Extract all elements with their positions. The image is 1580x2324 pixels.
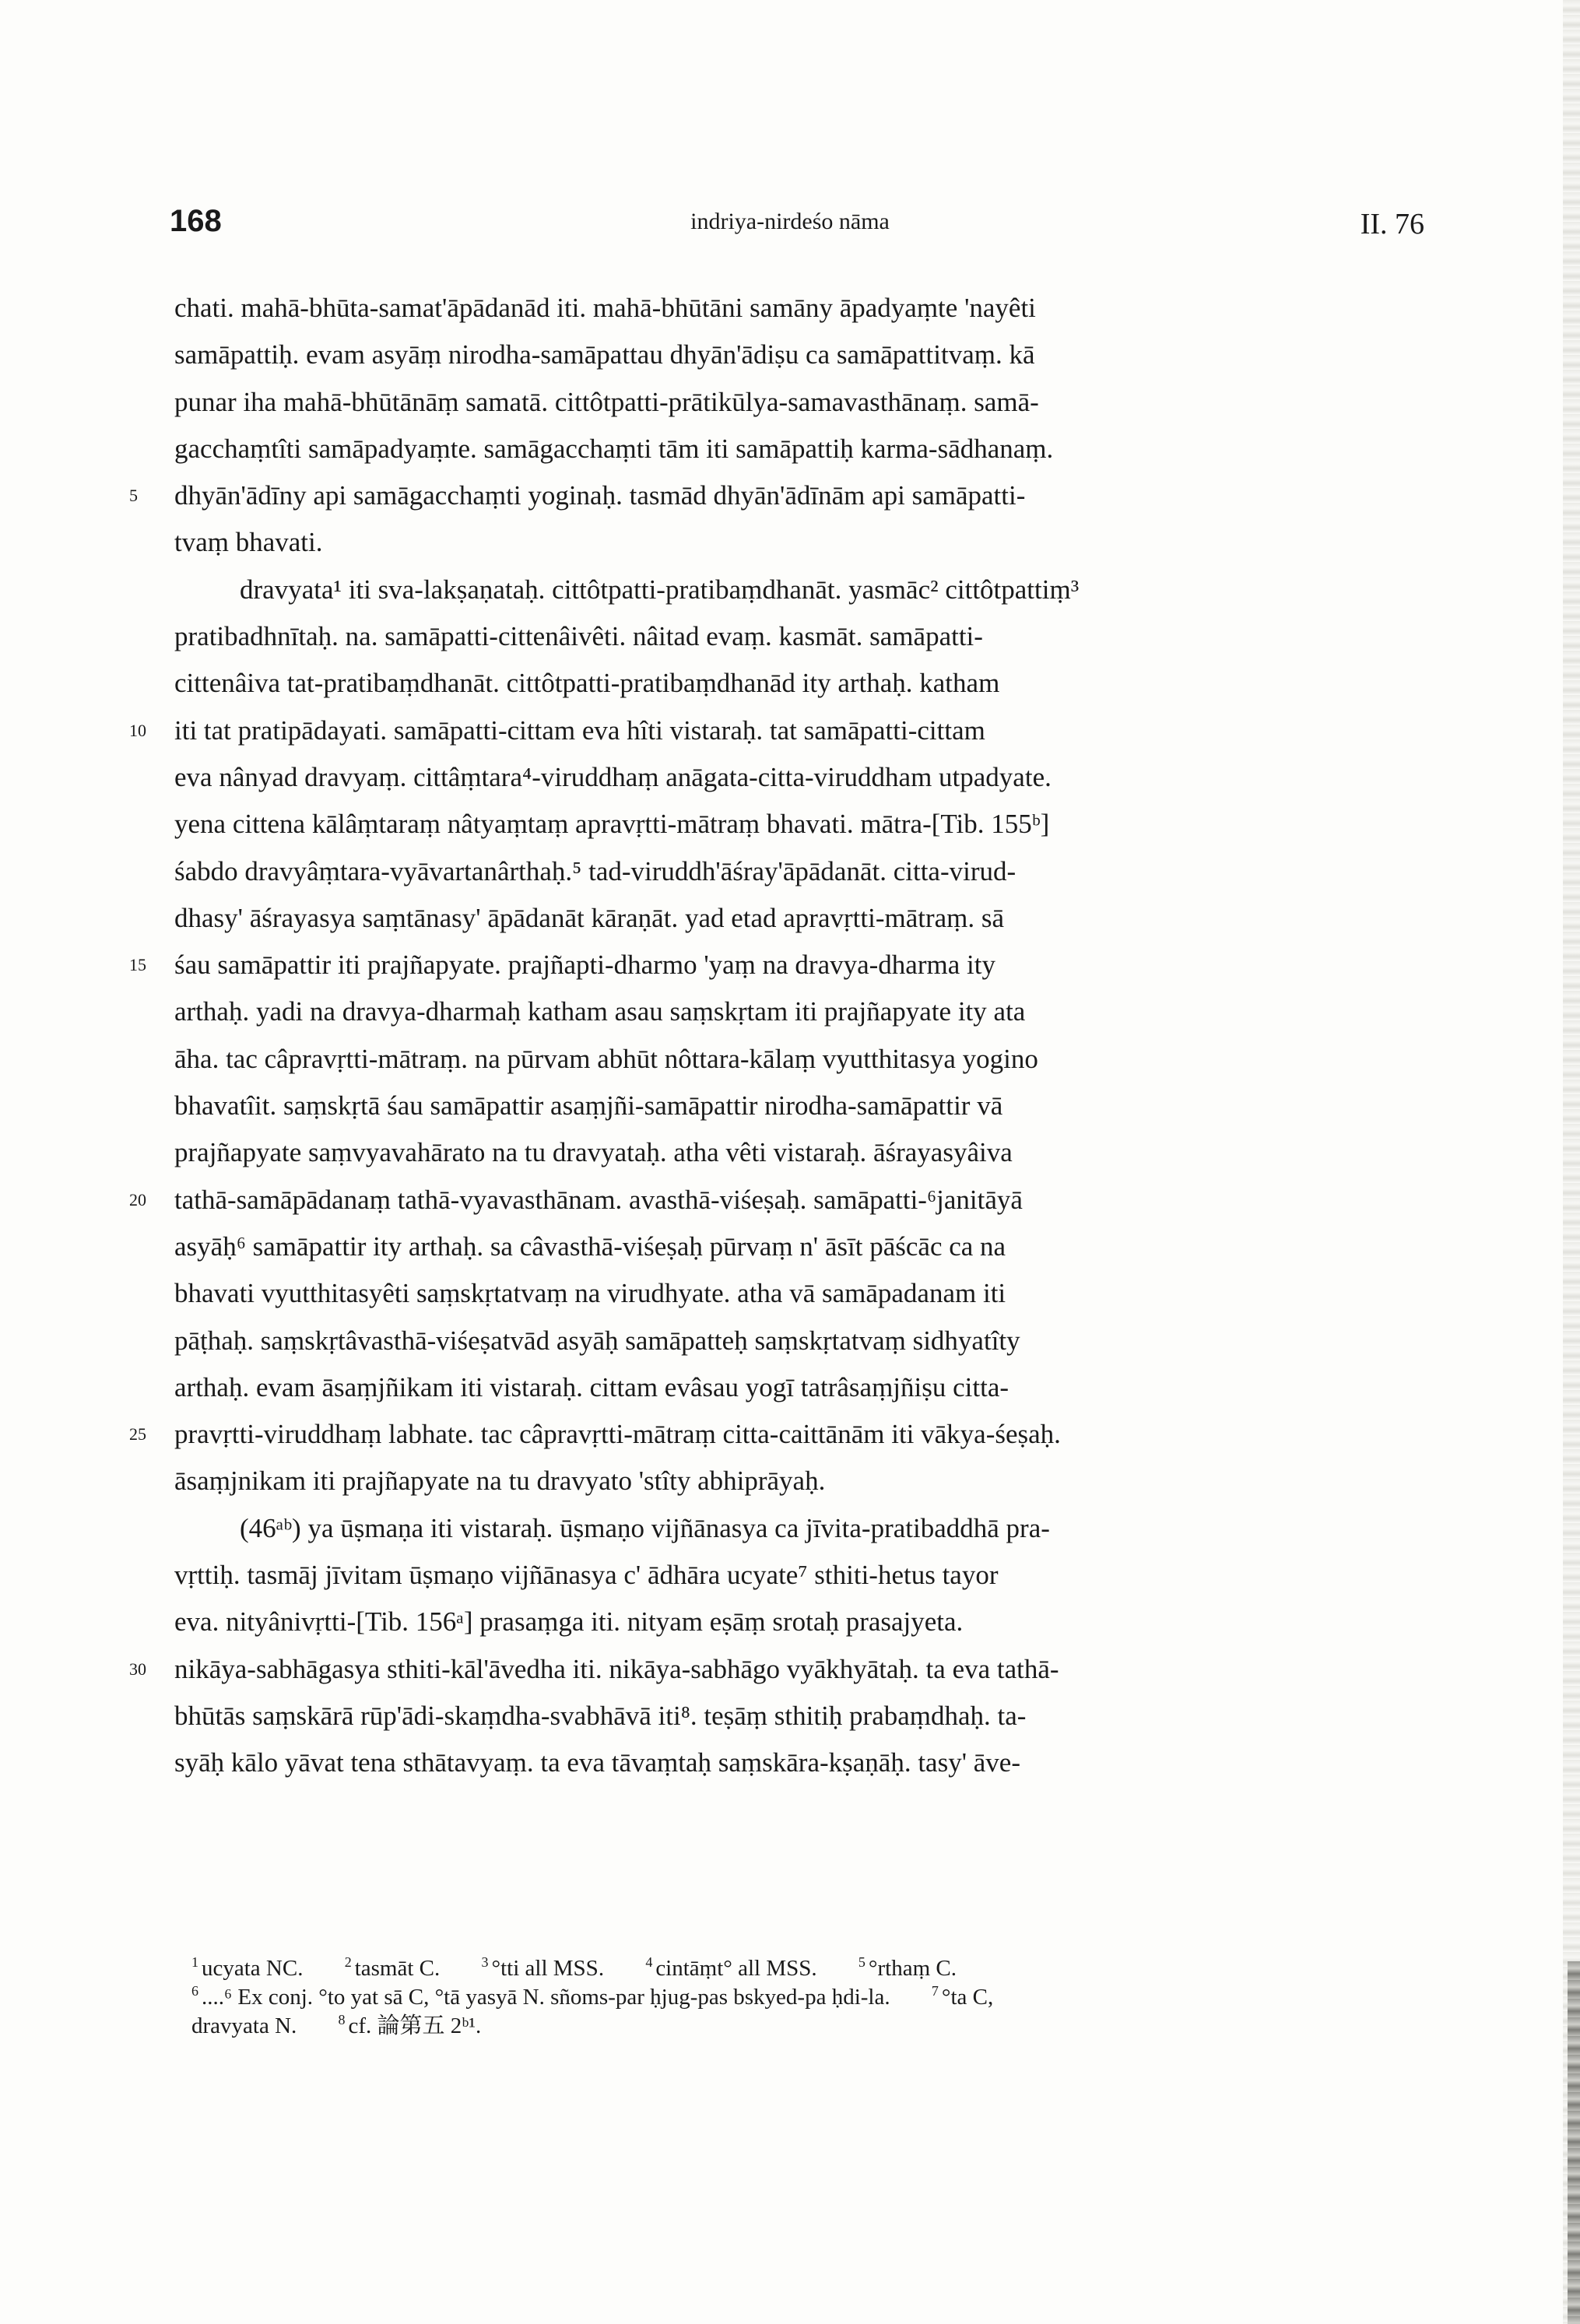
line-number: 15: [129, 955, 146, 975]
text-line: [174, 801, 1427, 848]
line-text: arthaḥ. evam āsaṃjñikam iti vistaraḥ. cittam evâsau yogī tatrâsaṃjñiṣu citta-: [174, 1371, 1009, 1402]
text-line: [174, 1364, 1427, 1411]
line-text: chati. mahā-bhūta-samat'āpādanād iti. mahā-bhūtāni samāny āpadyaṃte 'nayêti: [174, 293, 1036, 323]
line-text: eva nânyad dravyaṃ. cittâṃtara⁴-viruddhaṃ anāgata-citta-viruddham utpadyate.: [174, 761, 1052, 792]
line-text: vṛttiḥ. tasmāj jīvitam ūṣmaṇo vijñānasya c' ādhāra ucyate⁷ sthiti-hetus tayor: [174, 1560, 999, 1591]
line-number: 20: [129, 1189, 146, 1209]
footnote-line: [191, 1977, 1359, 2010]
footnote-text: °rthaṃ C.: [868, 1955, 957, 1981]
text-line: [174, 660, 1427, 707]
page-number: 168: [170, 204, 222, 238]
line-text: iti tat pratipādayati. samāpatti-cittam eva hîti vistaraḥ. tat samāpatti-cittam: [174, 714, 985, 746]
footnote: [339, 2013, 482, 2038]
footnote-number: 8: [338, 2012, 346, 2027]
main-text: [129, 285, 1427, 1787]
line-text: bhavati vyutthitasyêti saṃskṛtatvaṃ na virudhyate. atha vā samāpadanam iti: [174, 1278, 1006, 1309]
scan-edge-shadow: [1568, 1961, 1580, 2324]
text-line: [174, 379, 1427, 426]
text-line: [174, 1552, 1427, 1599]
text-line: [174, 1599, 1427, 1645]
footnote-line: [191, 2006, 1359, 2038]
line-number: 25: [129, 1424, 146, 1445]
text-line: [129, 1411, 1427, 1458]
text-line: [174, 1458, 1427, 1504]
text-line: [174, 1083, 1427, 1129]
text-line: [174, 848, 1427, 895]
footnote-continuation: dravyata N.: [191, 2013, 297, 2038]
line-text: bhūtās saṃskārā rūp'ādi-skaṃdha-svabhāvā iti⁸. teṣāṃ sthitiḥ prabaṃdhaḥ. ta-: [174, 1700, 1027, 1731]
footnote-line: [191, 1948, 1359, 1981]
line-text: dravyata¹ iti sva-lakṣaṇataḥ. cittôtpatti-pratibaṃdhanāt. yasmāc² cittôtpattiṃ³: [240, 574, 1080, 605]
footnote-number: 4: [645, 1954, 653, 1970]
text-line: [129, 1177, 1427, 1223]
line-number: 10: [129, 720, 146, 740]
line-text: prajñapyate saṃvyavahārato na tu dravyataḥ. atha vêti vistaraḥ. āśrayasyâiva: [174, 1137, 1013, 1168]
text-line: [174, 567, 1427, 613]
footnote-number: 1: [191, 1954, 198, 1970]
footnote: [932, 1985, 993, 2010]
text-line: [129, 472, 1427, 519]
text-line: [174, 519, 1427, 566]
text-line: [129, 1646, 1427, 1693]
footnote-text: ....⁶ Ex conj. °to yat sā C, °tā yasyā N. sñoms-par ḥjug-pas bskyed-pa ḥdi-la.: [202, 1984, 890, 2010]
text-line: [174, 1036, 1427, 1083]
footnote-text: °tti all MSS.: [491, 1955, 605, 1981]
line-text: pravṛtti-viruddhaṃ labhate. tac câpravṛtti-mātraṃ citta-caittānām iti vākya-śeṣaḥ.: [174, 1419, 1061, 1450]
footnote-number: 7: [931, 1983, 939, 1999]
text-line: [129, 707, 1427, 754]
line-text: tathā-samāpādanaṃ tathā-vyavasthānam. avasthā-viśeṣaḥ. samāpatti-⁶janitāyā: [174, 1184, 1023, 1215]
line-text: samāpattiḥ. evam asyāṃ nirodha-samāpattau dhyān'ādiṣu ca samāpattitvaṃ. kā: [174, 339, 1035, 370]
text-line: [174, 613, 1427, 660]
line-text: gacchaṃtîti samāpadyaṃte. samāgacchaṃti tām iti samāpattiḥ karma-sādhanaṃ.: [174, 433, 1054, 464]
text-line: [174, 754, 1427, 801]
text-line: [174, 1318, 1427, 1364]
footnote-number: 6: [191, 1983, 198, 1999]
line-text: eva. nityânivṛtti-[Tib. 156ᵃ] prasaṃga iti. nityam eṣāṃ srotaḥ prasajyeta.: [174, 1606, 964, 1638]
text-line: [174, 1739, 1427, 1786]
line-text: punar iha mahā-bhūtānāṃ samatā. cittôtpatti-prātikūlya-samavasthānaṃ. samā-: [174, 386, 1039, 417]
running-title: indriya-nirdeśo nāma: [690, 209, 890, 234]
line-text: śabdo dravyâṃtara-vyāvartanârthaḥ.⁵ tad-viruddh'āśray'āpādanāt. citta-virud-: [174, 855, 1016, 886]
text-line: [174, 1270, 1427, 1317]
line-text: āsaṃjnikam iti prajñapyate na tu dravyato 'stîty abhiprāyaḥ.: [174, 1466, 826, 1497]
text-line: [174, 285, 1427, 332]
line-text: nikāya-sabhāgasya sthiti-kāl'āvedha iti. nikāya-sabhāgo vyākhyātaḥ. ta eva tathā-: [174, 1653, 1059, 1684]
line-number: 30: [129, 1659, 146, 1679]
footnote-text: °ta C,: [941, 1984, 994, 2010]
footnote-text: cintāṃt° all MSS.: [655, 1955, 817, 1981]
line-text: tvaṃ bhavati.: [174, 527, 323, 558]
line-text: bhavatîit. saṃskṛtā śau samāpattir asaṃjñi-samāpattir nirodha-samāpattir vā: [174, 1090, 1003, 1122]
footnotes: [191, 1948, 1359, 2038]
footnote-text: ucyata NC.: [202, 1955, 304, 1981]
text-line: [174, 332, 1427, 378]
line-text: śau samāpattir iti prajñapyate. prajñapti-dharmo 'yaṃ na dravya-dharma ity: [174, 950, 995, 981]
section-reference: II. 76: [1360, 208, 1424, 240]
line-number: 5: [129, 486, 138, 506]
line-text: āha. tac câpravṛtti-mātraṃ. na pūrvam abhūt nôttara-kālaṃ vyutthitasya yogino: [174, 1043, 1038, 1074]
footnote-text: tasmāt C.: [354, 1955, 441, 1981]
text-line: [174, 1223, 1427, 1270]
line-text: dhasy' āśrayasya saṃtānasy' āpādanāt kāraṇāt. yad etad apravṛtti-mātraṃ. sā: [174, 902, 1005, 933]
text-line: [129, 942, 1427, 988]
line-text: pratibadhnītaḥ. na. samāpatti-cittenâivêti. nâitad evaṃ. kasmāt. samāpatti-: [174, 621, 983, 652]
line-text: asyāḥ⁶ samāpattir ity arthaḥ. sa câvasthā-viśeṣaḥ pūrvaṃ n' āsīt pāścāc ca na: [174, 1230, 1006, 1262]
line-text: arthaḥ. yadi na dravya-dharmaḥ katham asau saṃskṛtam iti prajñapyate ity ata: [174, 996, 1026, 1027]
text-line: [174, 1693, 1427, 1739]
line-text: cittenâiva tat-pratibaṃdhanāt. cittôtpatti-pratibaṃdhanād ity arthaḥ. katham: [174, 668, 1000, 699]
footnote-text: cf. 論第五 2ᵇ¹.: [348, 2013, 482, 2038]
footnote-number: 5: [858, 1954, 865, 1970]
text-line: [174, 988, 1427, 1035]
footnote-number: 3: [481, 1954, 489, 1970]
line-text: yena cittena kālâṃtaraṃ nâtyaṃtaṃ apravṛtti-mātraṃ bhavati. mātra-[Tib. 155ᵇ]: [174, 809, 1050, 840]
text-line: [174, 1505, 1427, 1552]
text-line: [174, 1129, 1427, 1176]
line-text: dhyān'ādīny api samāgacchaṃti yoginaḥ. tasmād dhyān'ādīnām api samāpatti-: [174, 480, 1026, 511]
footnote-number: 2: [344, 1954, 352, 1970]
text-line: [174, 895, 1427, 942]
line-text: (46ᵃᵇ) ya ūṣmaṇa iti vistaraḥ. ūṣmaṇo vijñānasya ca jīvita-pratibaddhā pra-: [240, 1512, 1050, 1543]
page-header: [0, 204, 1580, 251]
text-line: [174, 426, 1427, 472]
line-text: pāṭhaḥ. saṃskṛtâvasthā-viśeṣatvād asyāḥ samāpatteḥ saṃskṛtatvaṃ sidhyatîty: [174, 1325, 1020, 1356]
line-text: syāḥ kālo yāvat tena sthātavyaṃ. ta eva tāvaṃtaḥ saṃskāra-kṣaṇāḥ. tasy' āve-: [174, 1747, 1020, 1778]
